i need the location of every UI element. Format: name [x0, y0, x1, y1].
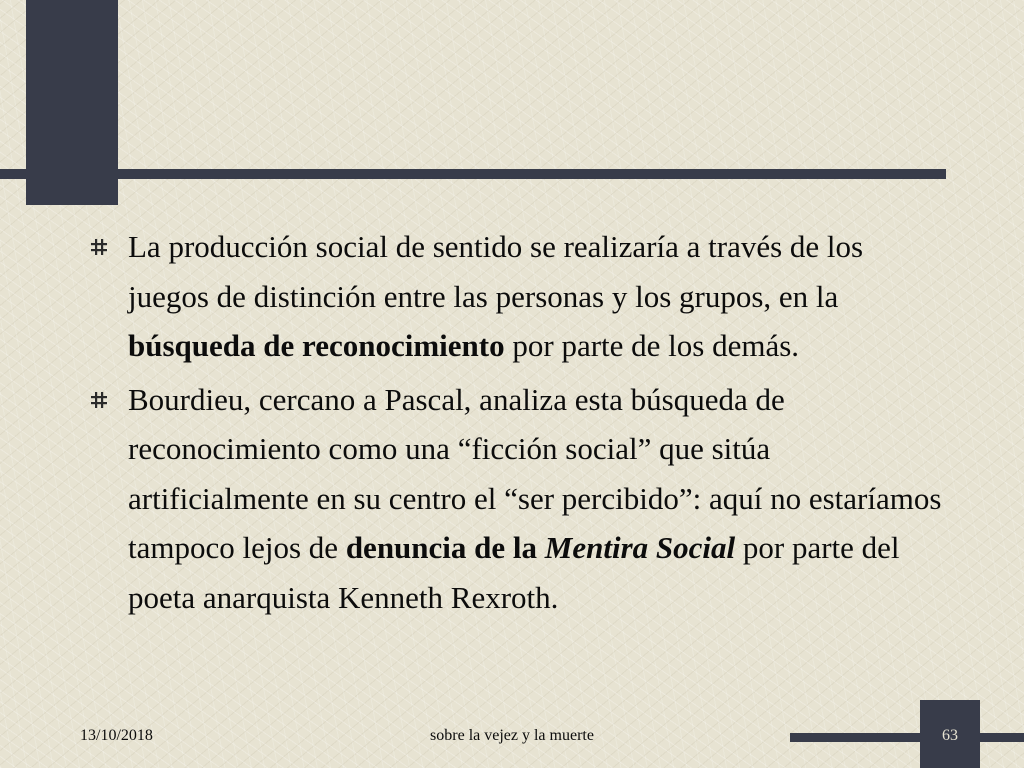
hash-bullet-icon [90, 391, 108, 409]
bullet-2-text-part-1: Bourdieu, cercano a Pascal, analiza esta búsqueda de reconocimiento como una “ficción social” que sitúa artificialmente en su centro el “ser percibido”: aquí no estaríamos tampoco lejos de [128, 381, 942, 565]
slide-body [90, 222, 950, 626]
bullet-2-text-part-2: por parte del poeta anarquista Kenneth Rexroth. [128, 530, 900, 615]
bullet-1-text-part-2: por parte de los demás. [504, 328, 800, 363]
bullet-1-bold-phrase: búsqueda de reconocimiento [128, 328, 505, 363]
bullet-2-bold-phrase: denuncia de la [345, 530, 545, 565]
title-divider-rule [0, 169, 946, 179]
bullet-2-bold-italic-phrase: Mentira Social [544, 530, 736, 565]
footer-title: sobre la vejez y la muerte [430, 727, 594, 744]
bullet-item-2 [90, 375, 950, 623]
hash-bullet-icon [90, 238, 108, 256]
footer-date: 13/10/2018 [80, 727, 153, 744]
footer-divider-rule [790, 733, 1024, 742]
page-number: 63 [942, 727, 958, 744]
bullet-1-text-part-1: La producción social de sentido se realizaría a través de los juegos de distinción entre las personas y los grupos, en la [128, 229, 864, 314]
bullet-item-1 [90, 222, 950, 371]
